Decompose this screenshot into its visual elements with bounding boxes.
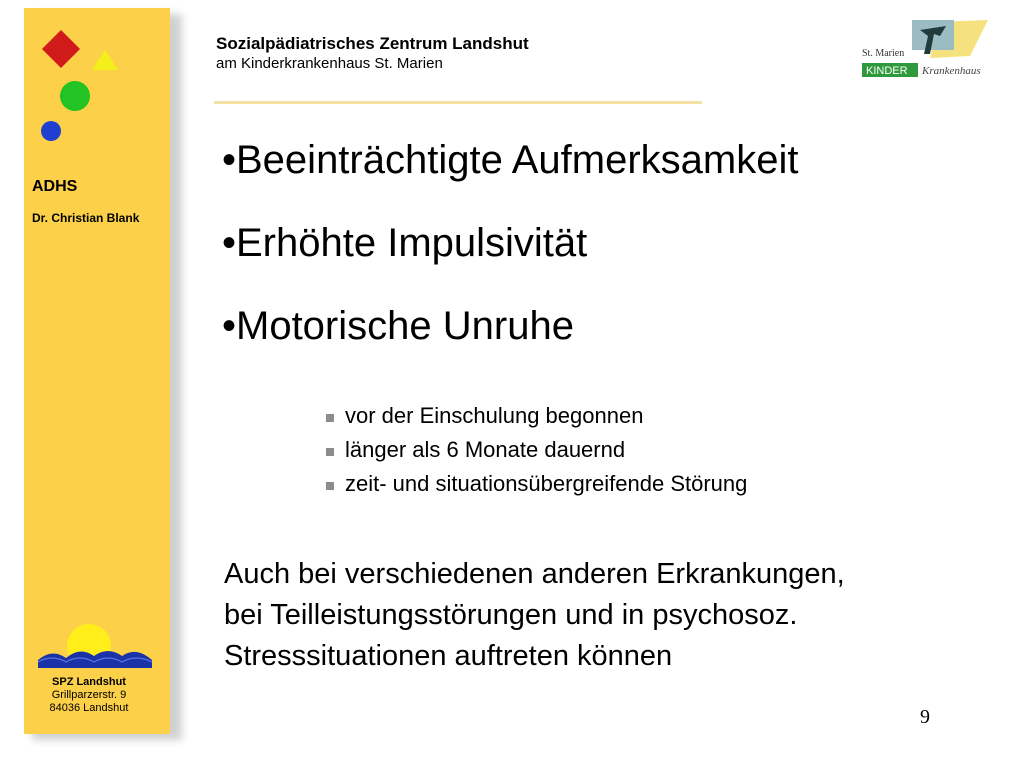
sidebar-topic: ADHS xyxy=(32,178,78,195)
page-number: 9 xyxy=(920,706,930,728)
yellow-triangle-icon xyxy=(92,50,118,70)
main-bullet: •Erhöhte Impulsivität xyxy=(222,221,588,265)
header-divider xyxy=(214,101,702,104)
closing-note xyxy=(224,554,984,677)
spz-street: Grillparzerstr. 9 xyxy=(51,689,127,701)
square-bullet-icon xyxy=(326,448,334,456)
red-diamond-icon xyxy=(42,30,80,68)
slide-header xyxy=(216,34,529,73)
sub-bullet xyxy=(326,433,747,467)
logo-krankenhaus: Krankenhaus xyxy=(922,65,981,77)
main-bullet-list xyxy=(222,136,798,385)
main-bullet: •Motorische Unruhe xyxy=(222,304,574,348)
logo-kinder: KINDER xyxy=(866,65,908,77)
header-subtitle: am Kinderkrankenhaus St. Marien xyxy=(216,55,443,72)
header-title: Sozialpädiatrisches Zentrum Landshut xyxy=(216,34,529,53)
square-bullet-icon xyxy=(326,414,334,422)
sub-bullet-text: vor der Einschulung begonnen xyxy=(345,403,644,428)
sub-bullet-text: länger als 6 Monate dauernd xyxy=(345,437,626,462)
green-circle-icon xyxy=(60,81,90,111)
sub-bullet-list xyxy=(326,399,747,501)
blue-circle-icon xyxy=(41,121,61,141)
sub-bullet xyxy=(326,467,747,501)
spz-city: 84036 Landshut xyxy=(49,702,129,714)
square-bullet-icon xyxy=(326,482,334,490)
spz-shapes-logo xyxy=(24,8,170,158)
sun-waves-logo xyxy=(34,616,154,672)
hospital-logo xyxy=(860,16,990,84)
note-line: bei Teilleistungsstörungen und in psychosoz. xyxy=(224,599,798,631)
note-line: Stresssituationen auftreten können xyxy=(224,640,673,672)
logo-st-marien: St. Marien xyxy=(862,48,905,59)
spz-address xyxy=(24,676,154,715)
sidebar-author: Dr. Christian Blank xyxy=(32,211,140,225)
sub-bullet xyxy=(326,399,747,433)
sub-bullet-text: zeit- und situationsübergreifende Störung xyxy=(345,471,748,496)
main-bullet: •Beeinträchtigte Aufmerksamkeit xyxy=(222,138,799,182)
sidebar xyxy=(24,8,170,734)
note-line: Auch bei verschiedenen anderen Erkrankungen, xyxy=(224,558,845,590)
spz-name: SPZ Landshut xyxy=(52,676,126,688)
